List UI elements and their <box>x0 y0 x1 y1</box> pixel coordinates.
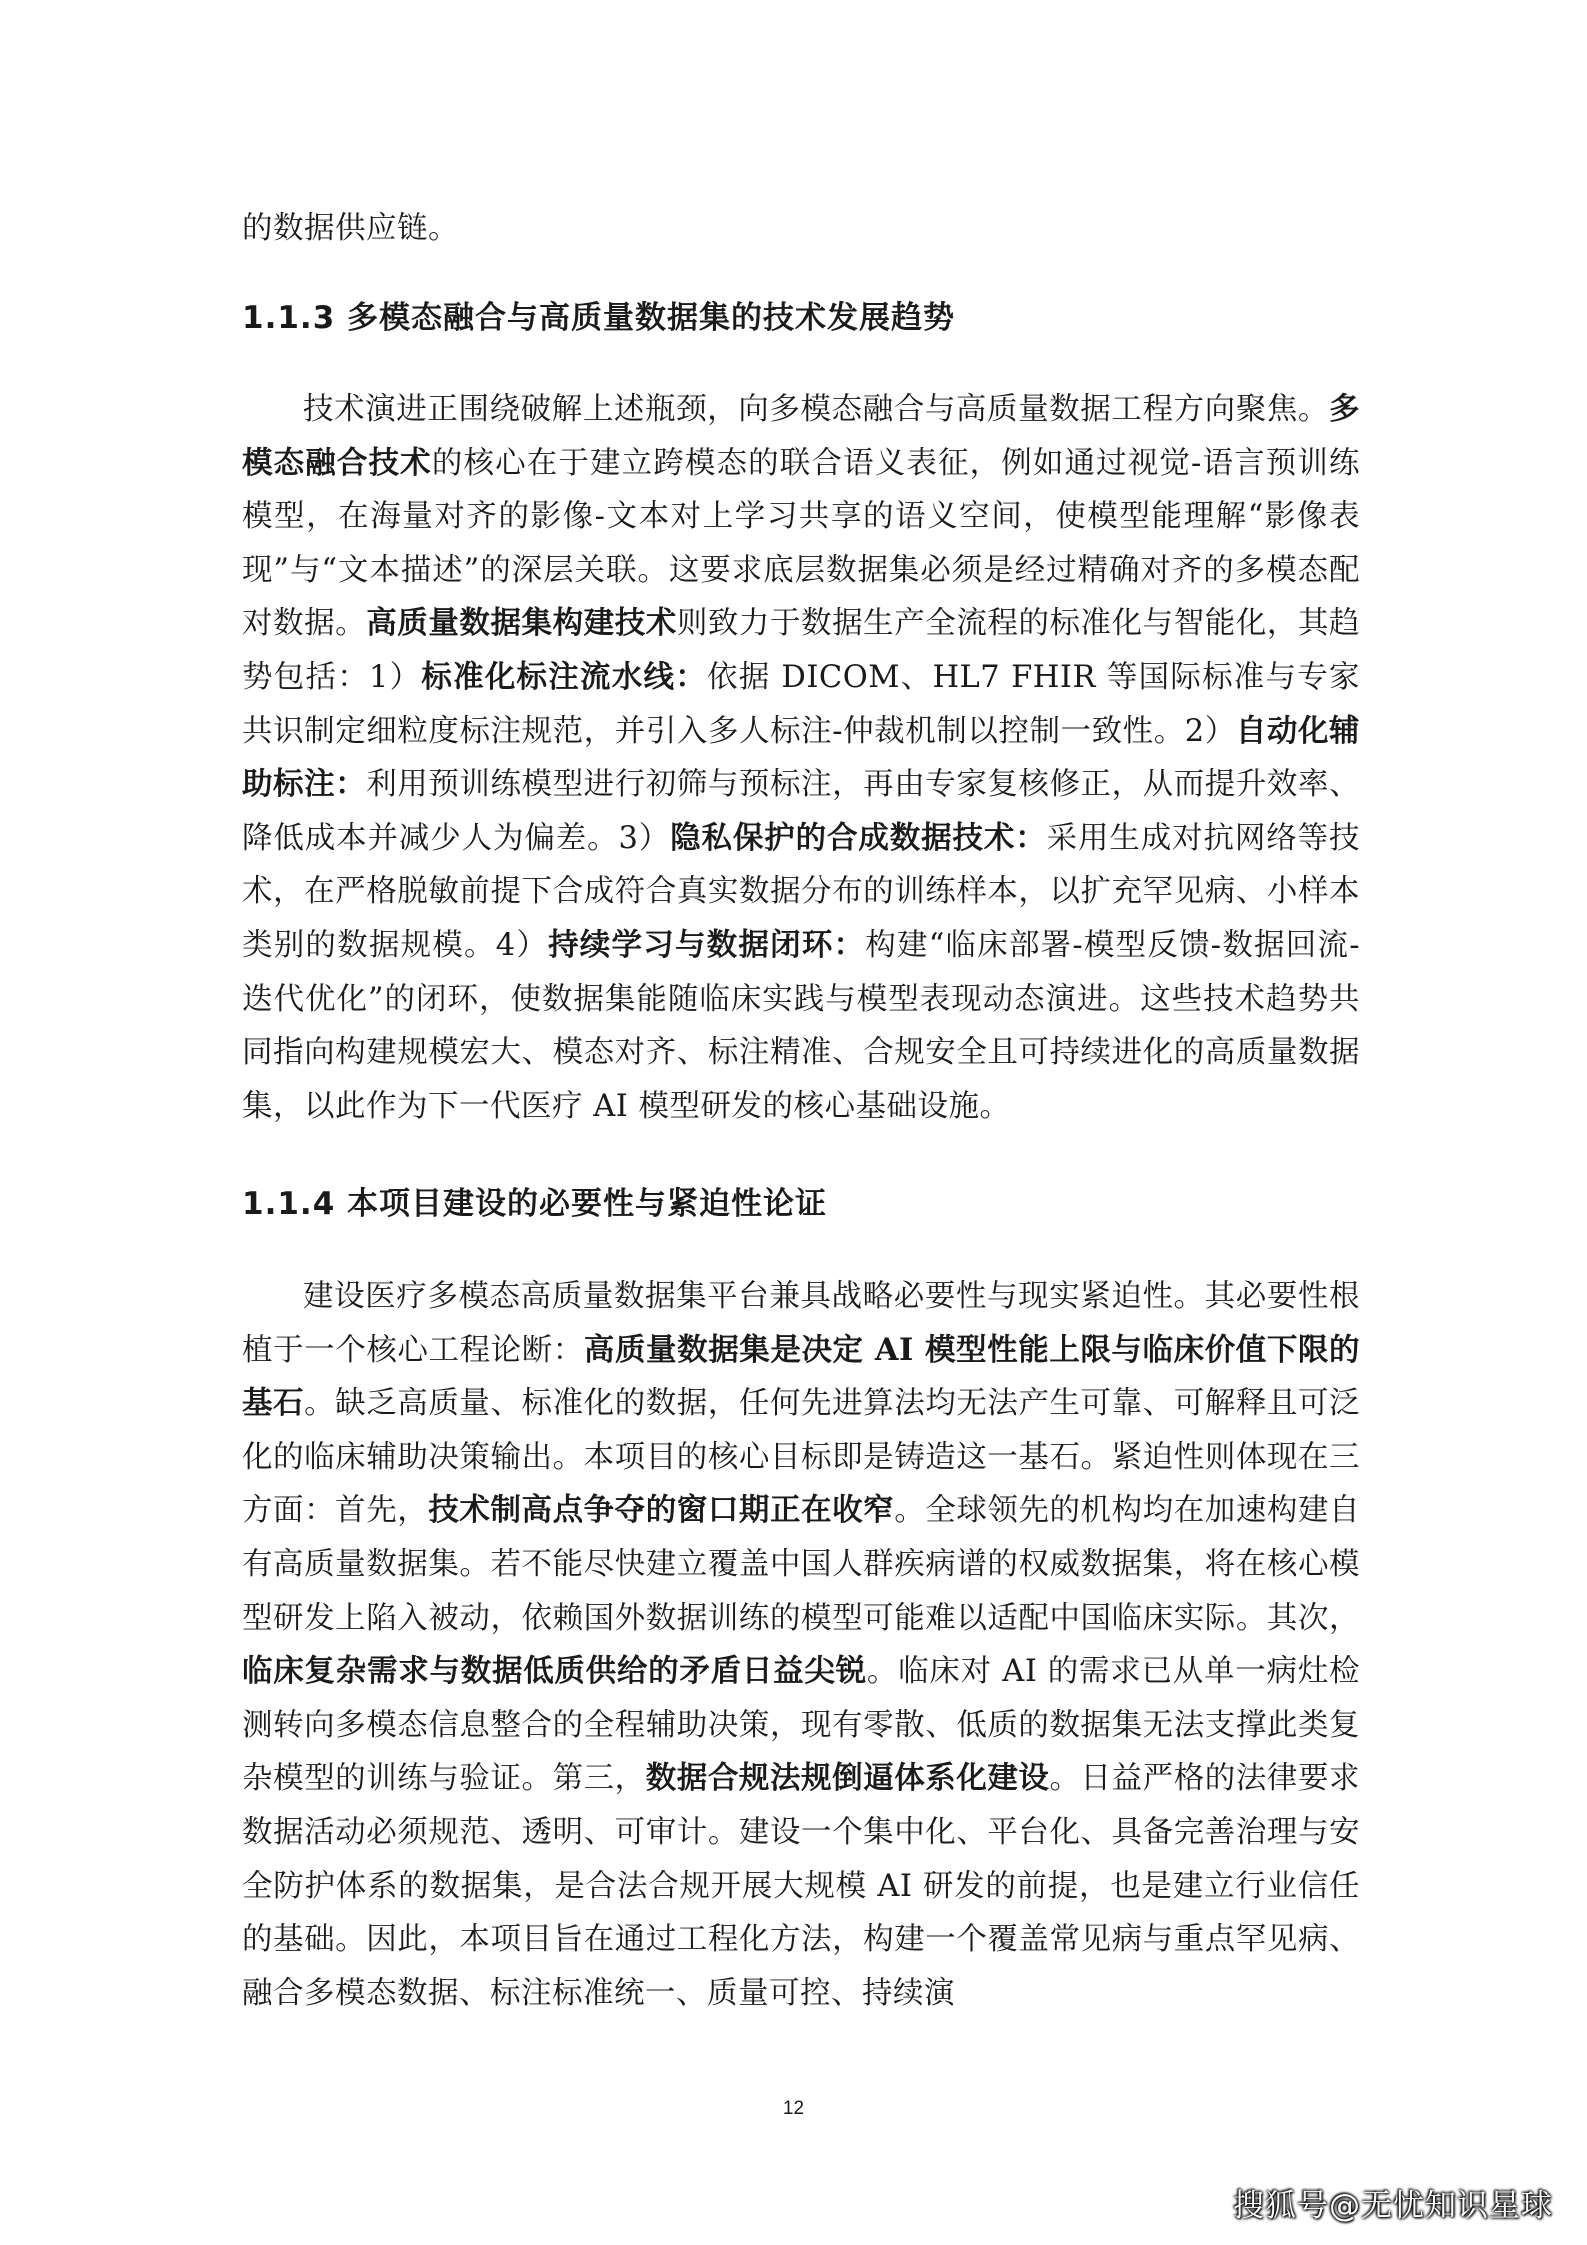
text-run: 的核心在于建立跨模态的联合语义表征，例如通过视觉-语言预训练模型，在海量对齐的影像-文本对上学习共享的语义空间，使模型能理解“影像表现”与“文本描述”的深层关联。这要求底层数据集必须是经过精确对齐的多模态配对数据。 <box>242 445 1361 642</box>
bold-text-run: 数据合规法规倒逼体系化建设 <box>645 1760 1050 1797</box>
section-1-1-3-paragraph <box>242 383 1360 1133</box>
section-heading-1-1-3: 1.1.3 多模态融合与高质量数据集的技术发展趋势 <box>242 300 956 336</box>
text-run: 利用预训练模型进行初筛与预标注，再由专家复核修正，从而提升效率、降低成本并减少人为偏差。3） <box>242 767 1361 856</box>
section-heading-1-1-4: 1.1.4 本项目建设的必要性与紧迫性论证 <box>242 1186 828 1222</box>
text-run: 。全球领先的机构均在加速构建自有高质量数据集。若不能尽快建立覆盖中国人群疾病谱的权威数据集，将在核心模型研发上陷入被动，依赖国外数据训练的模型可能难以适配中国临床实际。其次， <box>242 1493 1361 1636</box>
bold-text-run: 持续学习与数据闭环： <box>548 926 866 963</box>
bold-text-run: 高质量数据集是决定 AI 模型性能上限与临床价值下限的基石 <box>242 1331 1360 1422</box>
section-1-1-4-paragraph <box>242 1270 1360 2020</box>
watermark: 搜狐号@无忧知识星球 <box>1233 2188 1553 2224</box>
text-run: 。临床对 AI 的需求已从单一病灶检测转向多模态信息整合的全程辅助决策，现有零散、低质的数据集无法支撑此类复杂模型的训练与验证。第三， <box>242 1654 1360 1797</box>
text-run: 建设医疗多模态高质量数据集平台兼具战略必要性与现实紧迫性。其必要性根植于一个核心工程论断： <box>242 1279 1360 1368</box>
text-run: 的数据供应链。 <box>242 211 459 246</box>
text-run: 技术演进正围绕破解上述瓶颈，向多模态融合与高质量数据工程方向聚焦。 <box>303 392 1329 427</box>
bold-text-run: 多模态融合技术 <box>242 391 1360 481</box>
bold-text-run: 标准化标注流水线： <box>421 658 707 695</box>
page-number: 12 <box>782 2098 805 2119</box>
text-run: 构建“临床部署-模型反馈-数据回流-迭代优化”的闭环，使数据集能随临床实践与模型表现动态演进。这些技术趋势共同指向构建规模宏大、模态对齐、标注精准、合规安全且可持续进化的高质量数据集，以此作为下一代医疗 AI 模型研发的核心基础设施。 <box>242 927 1361 1124</box>
bold-text-run: 隐私保护的合成数据技术： <box>670 819 1047 856</box>
bold-text-run: 技术制高点争夺的窗口期正在收窄 <box>428 1492 895 1529</box>
text-run: 依据 DICOM、HL7 FHIR 等国际标准与专家共识制定细粒度标注规范，并引入多人标注-仲裁机制以控制一致性。2） <box>242 659 1361 749</box>
text-run: 。缺乏高质量、标准化的数据，任何先进算法均无法产生可靠、可解释且可泛化的临床辅助决策输出。本项目的核心目标即是铸造这一基石。紧迫性则体现在三方面：首先， <box>242 1386 1361 1529</box>
bold-text-run: 临床复杂需求与数据低质供给的矛盾日益尖锐 <box>242 1653 867 1690</box>
text-run: 则致力于数据生产全流程的标准化与智能化，其趋势包括：1） <box>242 606 1361 695</box>
lead-in-paragraph <box>242 202 1360 256</box>
bold-text-run: 高质量数据集构建技术 <box>366 605 677 642</box>
bold-text-run: 自动化辅助标注： <box>242 712 1361 803</box>
text-run: 。日益严格的法律要求数据活动必须规范、透明、可审计。建设一个集中化、平台化、具备完善治理与安全防护体系的数据集，是合法合规开展大规模 AI 研发的前提，也是建立行业信任的基础。因此，本项目旨在通过工程化方法，构建一个覆盖常见病与重点罕见病、融合多模态数据、标注标准统一、质量可控、持续演 <box>242 1761 1361 2011</box>
text-run: 采用生成对抗网络等技术，在严格脱敏前提下合成符合真实数据分布的训练样本，以扩充罕见病、小样本类别的数据规模。4） <box>242 820 1361 963</box>
